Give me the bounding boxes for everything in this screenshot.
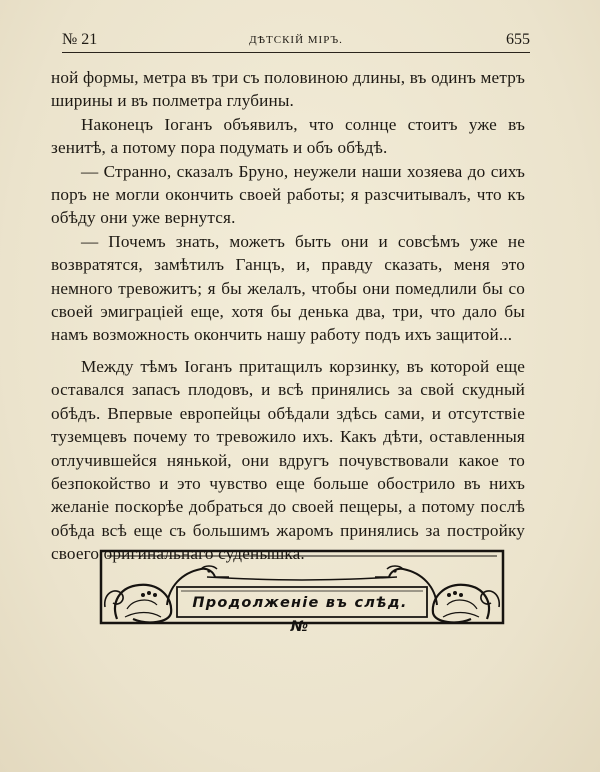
paragraph: — Почемъ знать, можетъ быть они и совсѣмъ уже не возвратятся, замѣтилъ Ганцъ, и, правду сказать, меня это немного тревожитъ; я бы желалъ, чтобы они помедлили бы со своей эмиграціей еще, хотя бы денька два, три, что дало бы намъ возможность окончить нашу работу подъ ихъ защитой... xyxy=(51,231,525,345)
paragraph: Между тѣмъ Іоганъ притащилъ корзинку, въ которой еще оставался запасъ плодовъ, и всѣ принялись за свой скудный обѣдъ. Впервые европейцы обѣдали здѣсь сами, и отсутствіе туземцевъ почему то тревожило ихъ. Какъ дѣти, оставленныя отлучившейся нянькой, они вдругъ почувствовали какое то безпокойство и это чувство еще больше обострило въ нихъ желаніе поскорѣе добраться до своей пещеры, а потому послѣ обѣда всѣ еще съ большимъ жаромъ принялись за постройку своего оригинальнаго суденышка. xyxy=(51,356,525,564)
paragraph: Наконецъ Іоганъ объявилъ, что солнце стоитъ уже въ зенитѣ, а потому пора подумать и объ обѣдѣ. xyxy=(51,114,525,158)
running-header xyxy=(62,30,530,53)
page-number: 655 xyxy=(506,31,530,48)
paragraph: — Странно, сказалъ Бруно, неужели наши хозяева до сихъ поръ не могли окончить своей работы; я разсчитывалъ, что къ обѣду они уже вернутся. xyxy=(51,161,525,228)
continuation-label: Продолженіе въ слѣд. № xyxy=(192,595,408,635)
body-text xyxy=(51,66,525,566)
paragraph: ной формы, метра въ три съ половиною длины, въ одинъ метръ ширины и въ полметра глубины. xyxy=(51,68,525,111)
journal-title: ДѢТСКІЙ МІРЪ. xyxy=(249,34,343,46)
issue-number: № 21 xyxy=(62,31,98,48)
